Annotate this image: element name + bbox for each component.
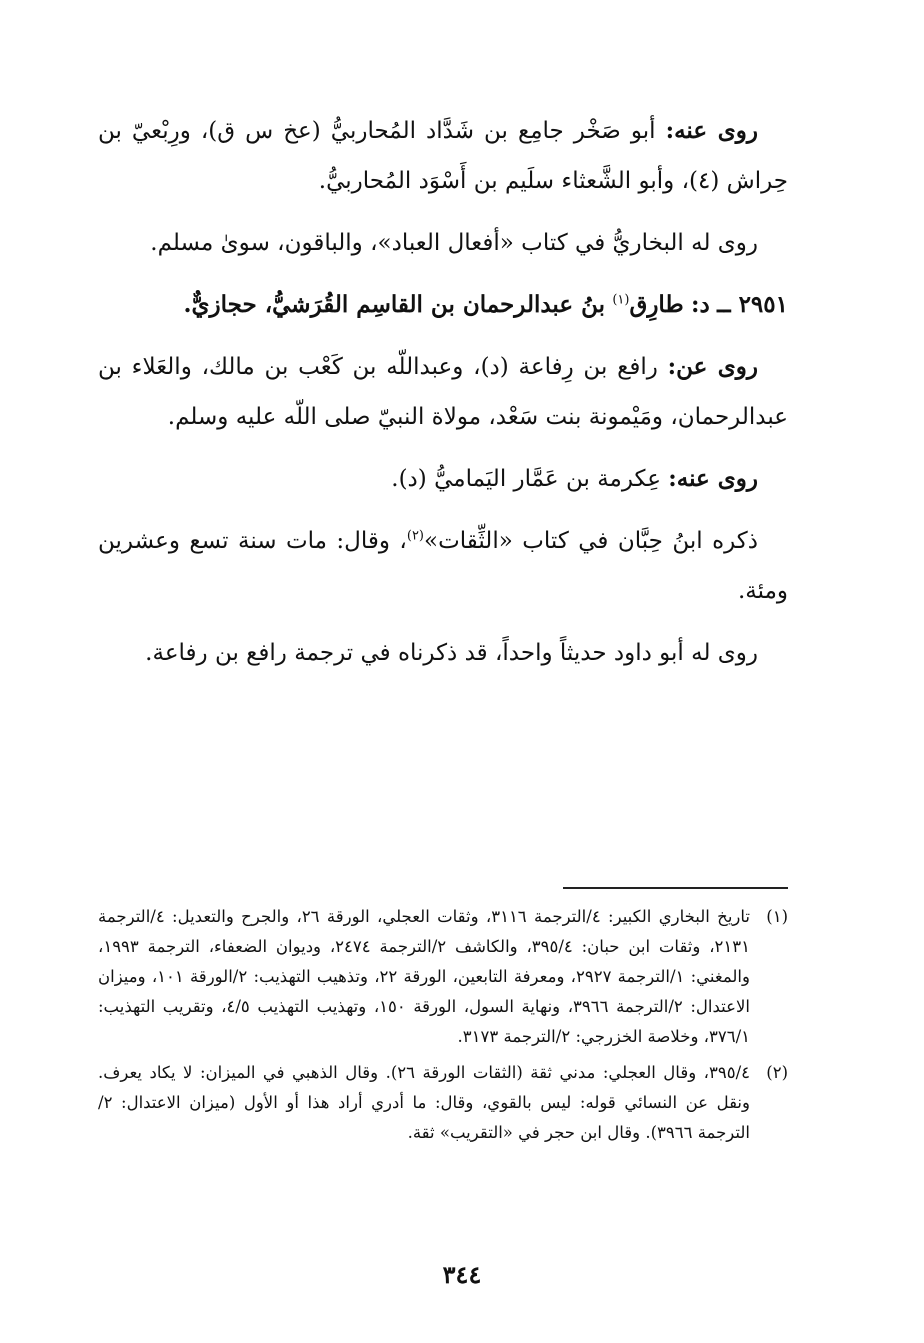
biography-entry-heading (98, 280, 788, 330)
entry-name-rest: بنُ عبدالرحمان بن القاسِم القُرَشيُّ، حجازيٌّ. (183, 291, 606, 318)
footnote-number: (٢) (766, 1063, 788, 1082)
footnote-text: تاريخ البخاري الكبير: ٤/الترجمة ٣١١٦، وثقات العجلي، الورقة ٢٦، والجرح والتعديل: ٤/الترجمة ٢١٣١، وثقات ابن حبان: ٣٩٥/٤، والكاشف ٢/الترجمة ٢٤٧٤، وديوان الضعفاء، الترجمة ١٩٩٣، والمغني: ١/الترجمة ٢٩٢٧، ومعرفة التابعين، الورقة ٢٢، وتذهيب التهذيب: ٢/الورقة ١٠١، وميزان الاعتدال: ٢/الترجمة ٣٩٦٦، ونهاية السول، الورقة ١٥٠، وتهذيب التهذيب ٤/٥، وتقريب التهذيب: ٣٧٦/١، وخلاصة الخزرجي: ٢/الترجمة ٣١٧٣. (98, 907, 751, 1046)
paragraph-text: أبو صَخْر جامِع بن شَدَّاد المُحاربيُّ (عخ س ق)، ورِبْعيّ بن حِراش (٤)، وأبو الشَّعثاء سلَيم بن أَسْوَد المُحاربيُّ. (98, 118, 788, 194)
footnote (98, 1058, 788, 1148)
page-number: ٣٤٤ (442, 1260, 482, 1289)
footnote-number: (١) (766, 907, 788, 926)
footnote-ref: (٢) (406, 528, 424, 544)
footnotes (98, 902, 788, 1154)
paragraph-label: روى عنه: (668, 465, 758, 492)
paragraph-text: رافع بن رِفاعة (د)، وعبداللّه بن كَعْب بن مالك، والعَلاء بن عبدالرحمان، ومَيْمونة بنت سَعْد، مولاة النبيّ صلى اللّه عليه وسلم. (98, 354, 788, 430)
entry-name: طارِق (629, 291, 684, 318)
narrators-from-him-paragraph (98, 106, 788, 206)
footnote (98, 902, 788, 1052)
entry-rumuz: د: (691, 291, 710, 318)
paragraph-text: ذكره ابنُ حِبَّان في كتاب «الثِّقات» (424, 528, 759, 554)
narrated-by-paragraph (98, 218, 788, 268)
footnote-separator (563, 887, 788, 889)
paragraph-text: عِكرمة بن عَمَّار اليَماميُّ (د). (391, 466, 661, 492)
footnote-ref: (١) (612, 292, 630, 308)
narrated-from-paragraph (98, 342, 788, 442)
paragraph-text: روى له البخاريُّ في كتاب «أفعال العباد»، والباقون، سوىٰ مسلم. (150, 230, 758, 256)
abu-dawud-paragraph (98, 628, 788, 678)
paragraph-text: روى له أبو داود حديثاً واحداً، قد ذكرناه في ترجمة رافع بن رفاعة. (145, 640, 758, 666)
paragraph-label: روى عن: (667, 353, 759, 380)
paragraph-label: روى عنه: (665, 117, 759, 144)
entry-number: ٢٩٥١ ــ (717, 291, 788, 318)
footnote-text: ٣٩٥/٤، وقال العجلي: مدني ثقة (الثقات الورقة ٢٦). وقال الذهبي في الميزان: لا يكاد يعرف. ونقل عن النسائي قوله: ليس بالقوي، وقال: ما أدري أراد هذا أو الأول (ميزان الاعتدال: ٢/الترجمة ٣٩٦٦). وقال ابن حجر في «التقريب» ثقة. (98, 1063, 751, 1142)
ibn-hibban-paragraph (98, 516, 788, 616)
main-text (98, 106, 788, 690)
narrators-from-him-paragraph (98, 454, 788, 504)
paragraph-text: ، وقال: مات سنة تسع وعشرين ومئة. (98, 528, 788, 604)
